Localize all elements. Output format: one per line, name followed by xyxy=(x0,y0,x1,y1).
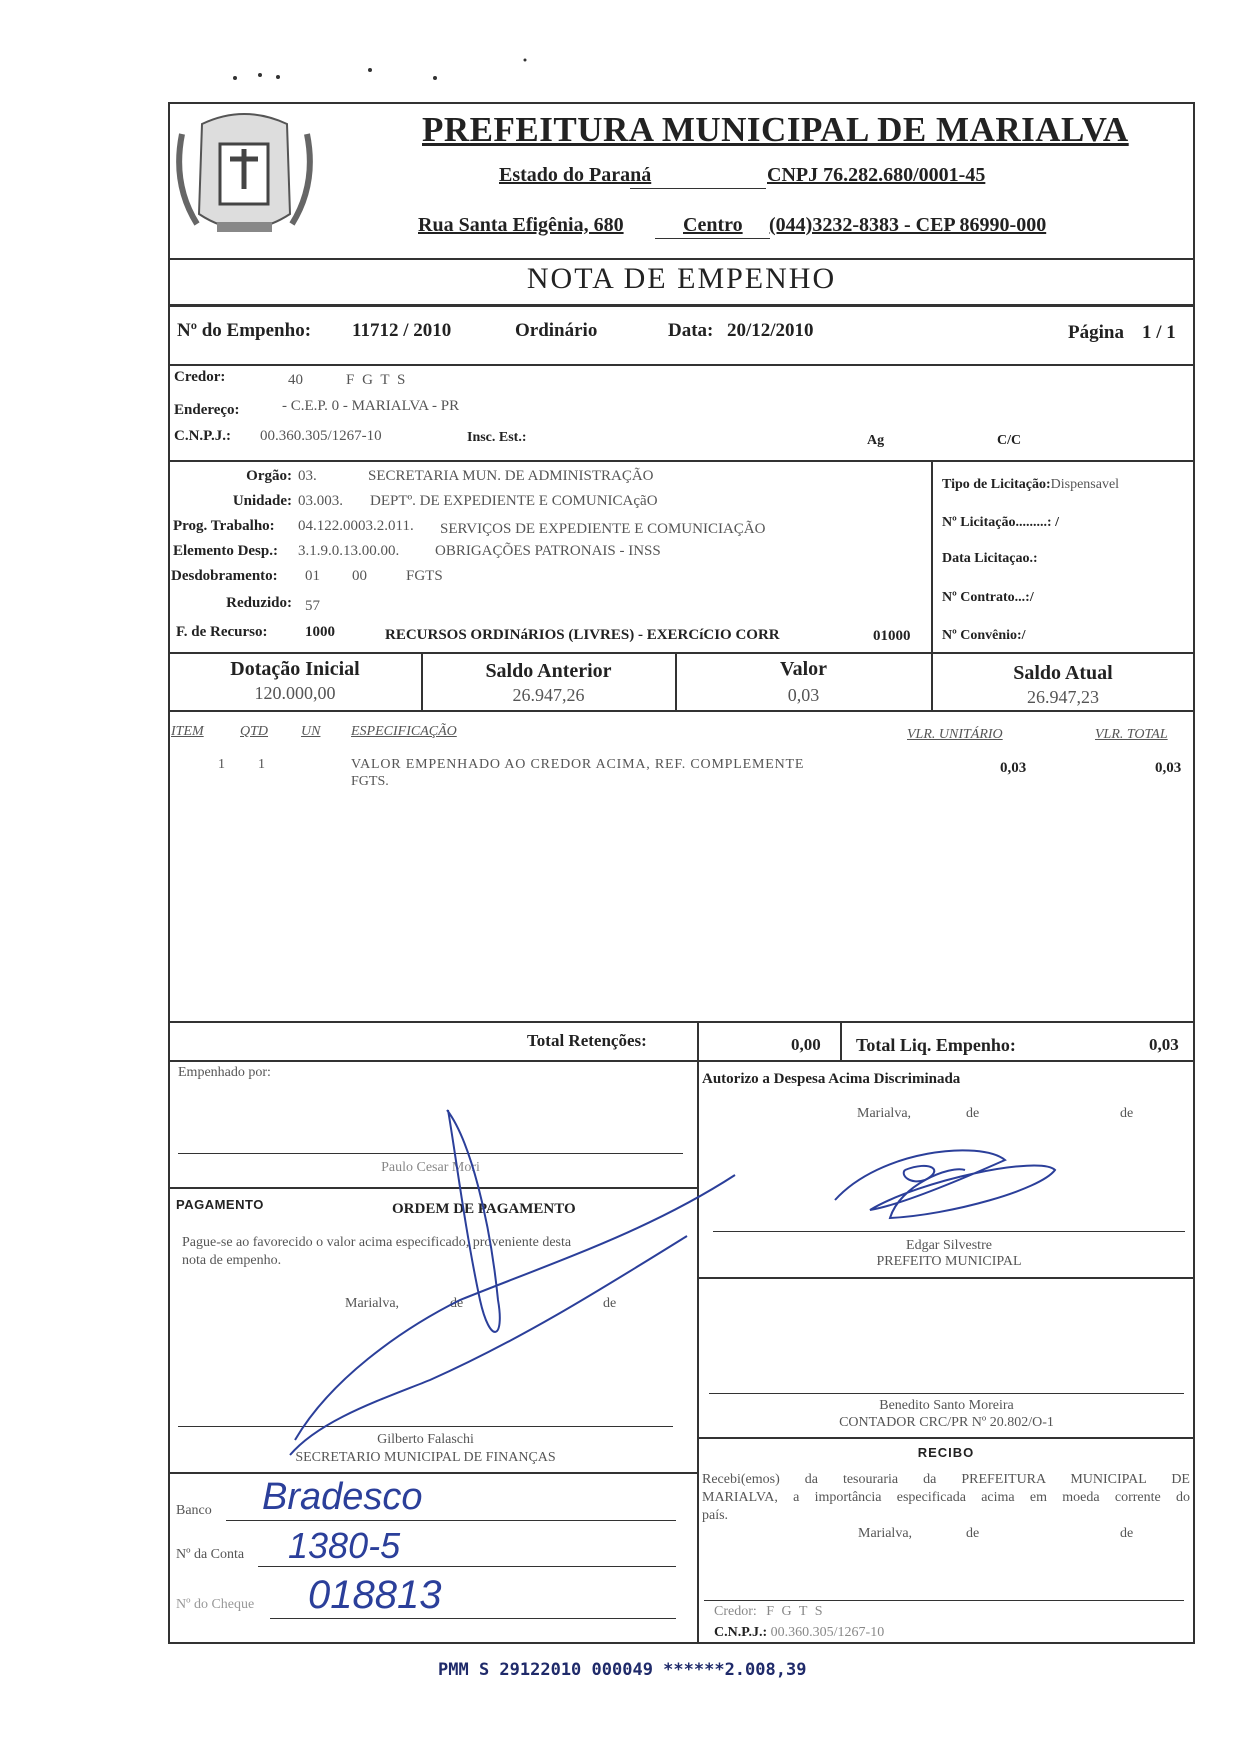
desdobramento-code1: 01 xyxy=(305,568,320,584)
recibo-city: Marialva, xyxy=(858,1526,913,1541)
numero-convenio: Nº Convênio:/ xyxy=(942,628,1026,643)
cnpj-field-label: C.N.P.J.: xyxy=(174,428,231,444)
ag-label: Ag xyxy=(867,433,885,448)
numero-contrato: Nº Contrato...:/ xyxy=(942,590,1034,605)
state-label: Estado do Paraná xyxy=(499,164,652,186)
autorizo-label: Autorizo a Despesa Acima Discriminada xyxy=(702,1071,961,1087)
ordem-pagamento-label: ORDEM DE PAGAMENTO xyxy=(392,1201,576,1217)
data-licitacao: Data Licitaçao.: xyxy=(942,551,1038,566)
prefeito-name: Edgar Silvestre xyxy=(906,1238,992,1253)
pagamento-text-line1: Pague-se ao favorecido o valor acima especificado, proveniente desta xyxy=(182,1235,572,1250)
empenho-date: 20/12/2010 xyxy=(727,320,814,341)
total-liquido-value: 0,03 xyxy=(1149,1035,1179,1054)
conta-label: Nº da Conta xyxy=(176,1547,245,1562)
recibo-de1: de xyxy=(966,1526,980,1541)
credor-address: - C.E.P. 0 - MARIALVA - PR xyxy=(282,398,460,414)
item-unit-value: 0,03 xyxy=(1000,760,1027,776)
unidade-label: Unidade: xyxy=(232,493,292,509)
empenhado-label: Empenhado por: xyxy=(178,1065,271,1080)
elemento-name: OBRIGAÇÕES PATRONAIS - INSS xyxy=(435,543,661,559)
reduzido-value: 57 xyxy=(305,598,320,614)
scan-marks xyxy=(220,50,540,90)
secretario-name: Gilberto Falaschi xyxy=(377,1432,474,1447)
recibo-de2: de xyxy=(1120,1526,1134,1541)
saldo-anterior-label: Saldo Anterior xyxy=(485,660,612,682)
recibo-text-line3: país. xyxy=(702,1508,729,1523)
prog-trabalho-code: 04.122.0003.2.011. xyxy=(298,518,414,534)
credor-name: F G T S xyxy=(346,372,408,388)
recurso-code2: 01000 xyxy=(873,628,911,644)
contador-name: Benedito Santo Moreira xyxy=(879,1398,1014,1413)
item-especificacao-line2: FGTS. xyxy=(351,774,389,789)
autorizo-de2: de xyxy=(1120,1106,1134,1121)
numero-licitacao: Nº Licitação.........: / xyxy=(942,515,1059,530)
col-item: ITEM xyxy=(171,724,204,739)
tipo-licitacao-label: Tipo de Licitação:Dispensavel xyxy=(942,477,1120,492)
dotacao-inicial-value: 120.000,00 xyxy=(254,683,336,703)
item-qtd: 1 xyxy=(258,757,265,772)
total-liquido-label: Total Liq. Empenho: xyxy=(856,1035,1016,1055)
elemento-label: Elemento Desp.: xyxy=(173,543,278,559)
cc-label: C/C xyxy=(997,433,1022,448)
cheque-label: Nº do Cheque xyxy=(176,1597,255,1612)
empenho-number-label: Nº do Empenho: xyxy=(177,320,312,341)
credor-code: 40 xyxy=(288,372,303,388)
saldo-anterior-value: 26.947,26 xyxy=(512,685,585,705)
recibo-label: RECIBO xyxy=(917,1445,975,1460)
col-vlr-unitario: VLR. UNITÁRIO xyxy=(907,727,1003,742)
municipality-title: PREFEITURA MUNICIPAL DE MARIALVA xyxy=(422,110,1129,149)
valor-label: Valor xyxy=(779,658,828,680)
reduzido-label: Reduzido: xyxy=(226,595,292,611)
autorizo-de1: de xyxy=(966,1106,980,1121)
conta-handwritten: 1380-5 xyxy=(288,1525,401,1566)
district-label: Centro xyxy=(683,214,743,236)
desdobramento-name: FGTS xyxy=(406,568,443,584)
recibo-text-line2: MARIALVA, a importância especificada acima em moeda corrente do xyxy=(702,1490,1190,1505)
page-label: Página xyxy=(1068,322,1124,343)
desdobramento-label: Desdobramento: xyxy=(171,568,278,584)
credor-cnpj: 00.360.305/1267-10 xyxy=(260,428,382,444)
footer-stamp: PMM S 29122010 000049 ******2.008,39 xyxy=(438,1660,807,1680)
total-retencoes-label: Total Retenções: xyxy=(527,1031,647,1050)
empenho-number: 11712 / 2010 xyxy=(352,320,452,341)
document-title: NOTA DE EMPENHO xyxy=(526,262,837,295)
recibo-text-line1: Recebi(emos) da tesouraria da PREFEITURA MUNICIPAL DE xyxy=(702,1472,1190,1487)
unidade-code: 03.003. xyxy=(298,493,343,509)
banco-label: Banco xyxy=(176,1503,212,1518)
autorizo-city: Marialva, xyxy=(857,1106,912,1121)
dotacao-inicial-label: Dotação Inicial xyxy=(230,658,360,680)
col-qtd: QTD xyxy=(240,724,269,739)
pagamento-de1: de xyxy=(450,1296,464,1311)
prefeito-role: PREFEITO MUNICIPAL xyxy=(876,1254,1022,1269)
prog-trabalho-name: SERVIÇOS DE EXPEDIENTE E COMUNICIAÇÃO xyxy=(440,521,766,537)
orgao-label: Orgão: xyxy=(246,468,292,484)
item-number: 1 xyxy=(218,757,225,772)
address-field-label: Endereço: xyxy=(174,402,240,418)
pagamento-de2: de xyxy=(603,1296,617,1311)
col-un: UN xyxy=(301,724,321,739)
cheque-handwritten: 018813 xyxy=(308,1573,442,1617)
empenho-type: Ordinário xyxy=(515,320,598,341)
date-label: Data: xyxy=(668,320,714,341)
col-especificacao: ESPECIFICAÇÃO xyxy=(351,724,457,739)
orgao-code: 03. xyxy=(298,468,317,484)
orgao-name: SECRETARIA MUN. DE ADMINISTRAÇÃO xyxy=(368,468,654,484)
item-especificacao-line1: VALOR EMPENHADO AO CREDOR ACIMA, REF. COMPLEMENTE xyxy=(351,757,805,772)
recurso-code: 1000 xyxy=(305,624,335,640)
pagamento-text-line2: nota de empenho. xyxy=(182,1253,282,1268)
recurso-label: F. de Recurso: xyxy=(176,624,268,640)
phone-cep-label: (044)3232-8383 - CEP 86990-000 xyxy=(769,214,1047,236)
page-number: 1 / 1 xyxy=(1142,322,1176,343)
cnpj-header: CNPJ 76.282.680/0001-45 xyxy=(767,164,986,186)
address-label: Rua Santa Efigênia, 680 xyxy=(418,214,624,236)
elemento-code: 3.1.9.0.13.00.00. xyxy=(298,543,400,559)
credor-label: Credor: xyxy=(174,369,226,385)
unidade-name: DEPTº. DE EXPEDIENTE E COMUNICAçãO xyxy=(370,493,658,509)
pagamento-city: Marialva, xyxy=(345,1296,400,1311)
contador-role: CONTADOR CRC/PR Nº 20.802/O-1 xyxy=(839,1415,1054,1430)
valor-value: 0,03 xyxy=(787,685,820,705)
recibo-cnpj: C.N.P.J.: 00.360.305/1267-10 xyxy=(714,1625,885,1640)
recibo-credor: Credor: F G T S xyxy=(714,1604,825,1619)
saldo-atual-label: Saldo Atual xyxy=(1013,662,1113,684)
col-vlr-total: VLR. TOTAL xyxy=(1095,727,1168,742)
item-total-value: 0,03 xyxy=(1155,760,1182,776)
prog-trabalho-label: Prog. Trabalho: xyxy=(173,518,275,534)
saldo-atual-value: 26.947,23 xyxy=(1027,687,1099,707)
banco-handwritten: Bradesco xyxy=(262,1476,423,1518)
insc-est-label: Insc. Est.: xyxy=(467,430,527,445)
desdobramento-code2: 00 xyxy=(352,568,367,584)
secretario-role: SECRETARIO MUNICIPAL DE FINANÇAS xyxy=(295,1450,556,1465)
recurso-name: RECURSOS ORDINáRIOS (LIVRES) - EXERCíCIO CORR xyxy=(385,627,780,643)
total-retencoes-value: 0,00 xyxy=(791,1035,821,1054)
pagamento-label: PAGAMENTO xyxy=(176,1197,264,1212)
empenhado-name: Paulo Cesar Mori xyxy=(381,1160,480,1175)
